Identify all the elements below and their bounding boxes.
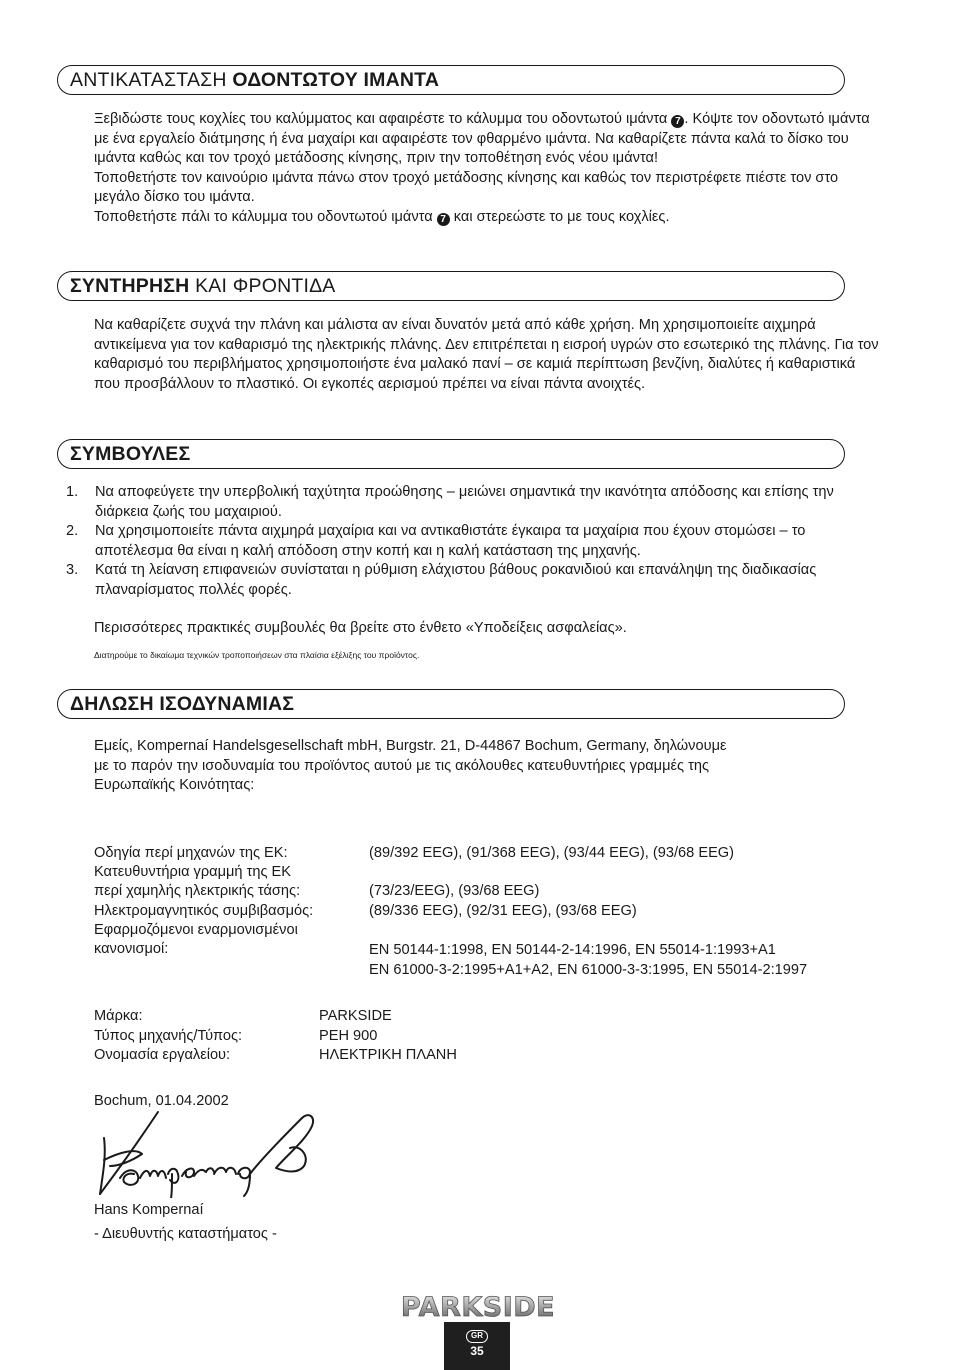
paragraph bbox=[94, 208, 884, 228]
list-item bbox=[66, 522, 876, 561]
list-text: Κατά τη λείανση επιφανειών συνίσταται η ρύθμιση ελάχιστου βάθους ροκανιδιού και επανάληψη της διαδικασίας πλαναρίσματος πολλές φορές. bbox=[95, 562, 817, 598]
section-heading-maintenance bbox=[57, 271, 845, 301]
product-value: PEH 900 bbox=[319, 1028, 378, 1044]
logo-text: PARKSIDE bbox=[400, 1292, 556, 1322]
list-item bbox=[66, 483, 876, 522]
text-run: και στερεώστε το με τους κοχλίες. bbox=[449, 208, 670, 225]
heading-bold-text: ΣΥΝΤΗΡΗΣΗ bbox=[70, 275, 190, 297]
heading-normal-text: ΚΑΙ ΦΡΟΝΤΙΔΑ bbox=[189, 275, 336, 297]
signer-name: Hans Kompernaí bbox=[94, 1202, 204, 1218]
paragraph: Εμείς, Kompernaí Handelsgesellschaft mbH, Burgstr. 21, D-44867 Bochum, Germany, δηλώνουμε με το παρόν την ισοδυναμία του προϊόντος αυτού με τις ακόλουθες κατευθυντήριες γραμμές της Ευρωπαϊκής Κοινότητας: bbox=[94, 738, 727, 793]
country-badge: GR bbox=[466, 1330, 488, 1343]
directive-label: Οδηγία περί μηχανών της ΕΚ: bbox=[94, 845, 288, 861]
directive-label: Κατευθυντήρια γραμμή της ΕΚ bbox=[94, 864, 292, 880]
directive-value: (73/23/EEG), (93/68 EEG) bbox=[369, 883, 540, 899]
list-number: 3. bbox=[66, 562, 79, 578]
section-heading-declaration bbox=[57, 689, 845, 719]
directive-label: Εφαρμοζόμενοι εναρμονισμένοι bbox=[94, 922, 298, 938]
list-text: Να αποφεύγετε την υπερβολική ταχύτητα προώθησης – μειώνει σημαντικά την ικανότητα απόδοσης και επίσης την διάρκεια ζωής του μαχαιριού. bbox=[95, 484, 834, 520]
technical-changes-notice: Διατηρούμε το δικαίωμα τεχνικών τροποποιήσεων στα πλαίσια εξέλιξης του προϊόντος. bbox=[94, 650, 420, 660]
directive-value: EN 61000-3-2:1995+A1+A2, EN 61000-3-3:1995, EN 55014-2:1997 bbox=[369, 962, 808, 978]
product-label: Μάρκα: bbox=[94, 1008, 143, 1024]
ref-number-icon: 7 bbox=[437, 213, 450, 226]
heading-normal-text: ΑΝΤΙΚΑΤΑΣΤΑΣΗ bbox=[70, 69, 233, 91]
list-number: 1. bbox=[66, 484, 79, 500]
list-number: 2. bbox=[66, 523, 79, 539]
directive-value: EN 50144-1:1998, EN 50144-2-14:1996, EN 55014-1:1993+A1 bbox=[369, 942, 776, 958]
heading-bold-text: ΣΥΜΒΟΥΛΕΣ bbox=[70, 443, 191, 465]
more-tips-text bbox=[94, 619, 884, 639]
product-label: Ονομασία εργαλείου: bbox=[94, 1047, 231, 1063]
directive-label: Ηλεκτρομαγνητικός συμβιβασμός: bbox=[94, 903, 314, 919]
paragraph bbox=[94, 110, 884, 169]
heading-bold-text: ΔΗΛΩΣΗ ΙΣΟΔΥΝΑΜΙΑΣ bbox=[70, 693, 295, 715]
paragraph: Περισσότερες πρακτικές συμβουλές θα βρείτε στο ένθετο «Υποδείξεις ασφαλείας». bbox=[94, 620, 627, 636]
section-heading-belt-replacement bbox=[57, 65, 845, 95]
product-value: ΗΛΕΚΤΡΙΚΗ ΠΛΑΝΗ bbox=[319, 1047, 457, 1063]
signature-image bbox=[90, 1108, 322, 1198]
belt-replacement-text bbox=[94, 110, 884, 227]
text-run: Ξεβιδώστε τους κοχλίες του καλύμματος και αφαιρέστε το κάλυμμα του οδοντωτού ιμάντα bbox=[94, 111, 672, 127]
maintenance-text bbox=[94, 316, 884, 394]
signer-role: - Διευθυντής καταστήματος - bbox=[94, 1226, 277, 1242]
product-label: Τύπος μηχανής/Τύπος: bbox=[94, 1028, 243, 1044]
directive-label: περί χαμηλής ηλεκτρικής τάσης: bbox=[94, 883, 301, 899]
parkside-logo bbox=[387, 1290, 569, 1322]
directive-value: (89/392 EEG), (91/368 EEG), (93/44 EEG), (93/68 EEG) bbox=[369, 845, 735, 861]
heading-bold-text: ΟΔΟΝΤΩΤΟΥ ΙΜΑΝΤΑ bbox=[232, 69, 440, 91]
directive-value: (89/336 EEG), (92/31 EEG), (93/68 EEG) bbox=[369, 903, 637, 919]
text-run: . Κόψτε τον οδοντωτό ιμάντα με ένα εργαλείο διάτμησης ή ένα μαχαίρι και αφαιρέστε τον φθαρμένο ιμάντα. Να καθαρίζετε πάντα καλά το δίσκο του ιμάντα καθώς και τον τροχό μετάδοσης κίνησης, πριν την τοποθέτηση ενός νέου ιμάντα! bbox=[94, 111, 870, 166]
text-run: Τοποθετήστε πάλι το κάλυμμα του οδοντωτού ιμάντα bbox=[94, 208, 437, 225]
list-text: Να χρησιμοποιείτε πάντα αιχμηρά μαχαίρια και να αντικαθιστάτε έγκαιρα τα μαχαίρια που έχουν στομώσει – το αποτέλεσμα θα είναι η καλή απόδοση στην κοπή και η καλή κατάσταση της μηχανής. bbox=[95, 523, 806, 559]
list-item bbox=[66, 561, 876, 600]
declaration-intro bbox=[94, 737, 734, 796]
page-number-box bbox=[444, 1322, 510, 1370]
product-value: PARKSIDE bbox=[319, 1008, 392, 1024]
place-date: Bochum, 01.04.2002 bbox=[94, 1093, 229, 1109]
paragraph: Να καθαρίζετε συχνά την πλάνη και μάλιστα αν είναι δυνατόν μετά από κάθε χρήση. Μη χρησιμοποιείτε αιχμηρά αντικείμενα για τον καθαρισμό της ηλεκτρικής πλάνης. Δεν επιτρέπεται η εισροή υγρών στο εσωτερικό της πλάνης. Για τον καθαρισμό του περιβλήματος χρησιμοποιήστε ένα μαλακό πανί – σε καμιά περίπτωση βενζίνη, διαλύτες ή καθαριστικά που προσβάλλουν το πλαστικό. Οι εγκοπές αερισμού πρέπει να είναι πάντα ανοιχτές. bbox=[94, 317, 879, 392]
directive-label: κανονισμοί: bbox=[94, 941, 169, 957]
page-number: 35 bbox=[470, 1344, 484, 1358]
ref-number-icon: 7 bbox=[671, 115, 684, 128]
paragraph: Τοποθετήστε τον καινούριο ιμάντα πάνω στον τροχό μετάδοσης κίνησης και καθώς τον περιστρέφετε πιέστε τον στο μεγάλο δίσκο του ιμάντα. bbox=[94, 169, 839, 205]
section-heading-tips bbox=[57, 439, 845, 469]
tips-list bbox=[66, 483, 876, 600]
